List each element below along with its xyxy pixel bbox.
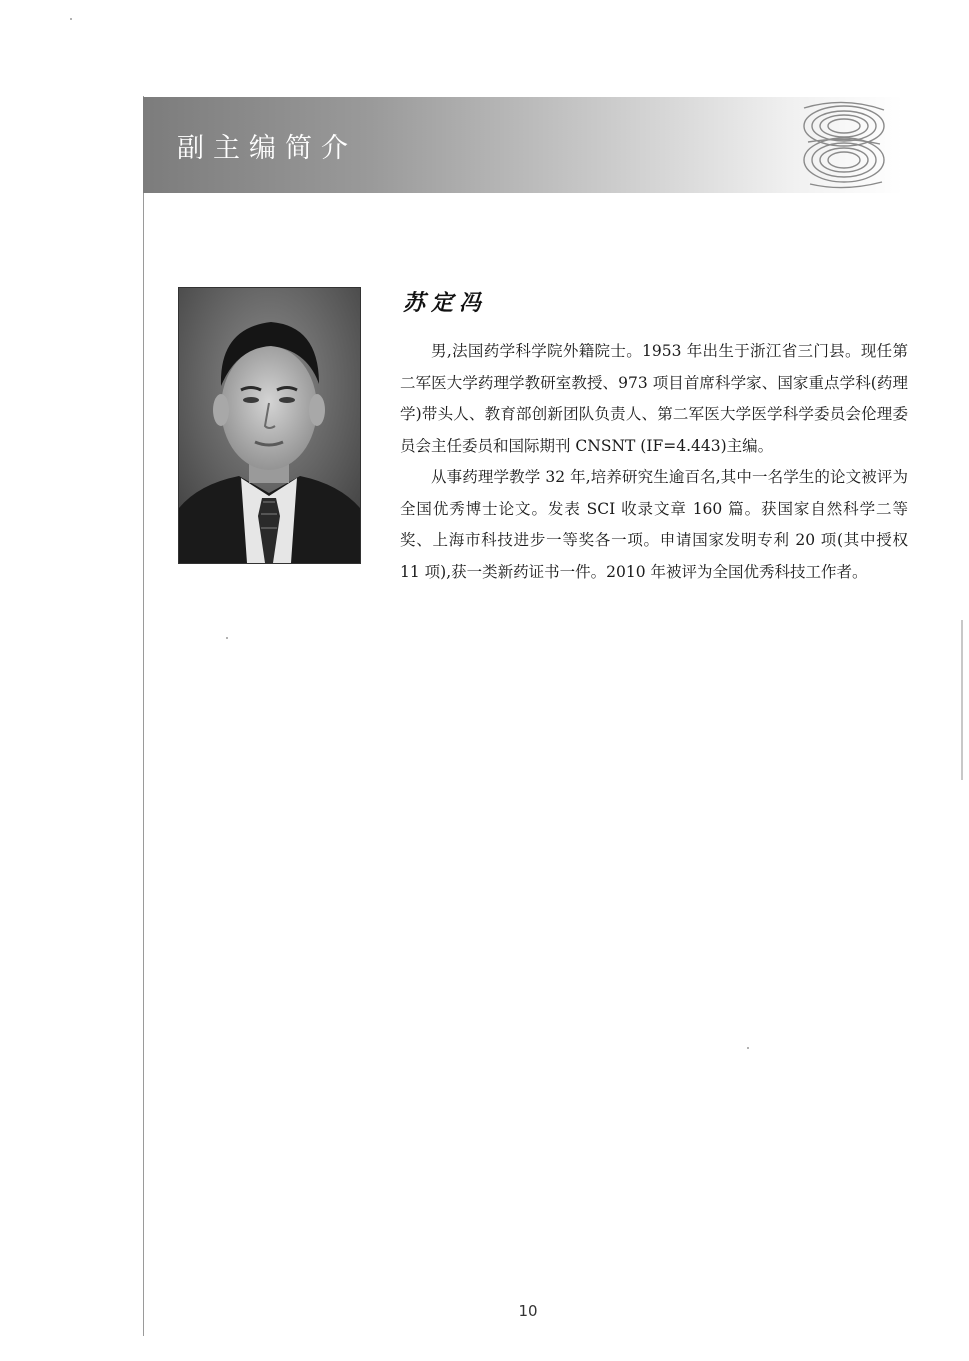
page-number: 10 bbox=[518, 1302, 538, 1320]
section-title: 副主编简介 bbox=[177, 133, 357, 164]
concentric-swirl-logo-icon bbox=[798, 96, 890, 194]
portrait-photo bbox=[178, 287, 361, 564]
scan-speck bbox=[70, 18, 72, 20]
page-edge-shadow bbox=[961, 620, 963, 780]
scan-speck bbox=[226, 637, 228, 639]
bio-paragraph-2: 从事药理学教学 32 年,培养研究生逾百名,其中一名学生的论文被评为全国优秀博士论文。发表 SCI 收录文章 160 篇。获国家自然科学二等奖、上海市科技进步一等奖各一项。申请国家发明专利 20 项(其中授权 11 项),获一类新药证书一件。2010 年被评为全国优秀科技工作者。 bbox=[400, 468, 908, 581]
left-margin-rule bbox=[143, 96, 144, 1336]
scan-speck bbox=[747, 1047, 749, 1049]
bio-paragraph-1: 男,法国药学科学院外籍院士。1953 年出生于浙江省三门县。现任第二军医大学药理学教研室教授、973 项目首席科学家、国家重点学科(药理学)带头人、教育部创新团队负责人、第二军医大学医学科学委员会伦理委员会主任委员和国际期刊 CNSNT (IF=4.443)主编。 bbox=[400, 342, 908, 455]
biography bbox=[400, 336, 908, 588]
person-name: 苏定冯 bbox=[403, 290, 488, 316]
